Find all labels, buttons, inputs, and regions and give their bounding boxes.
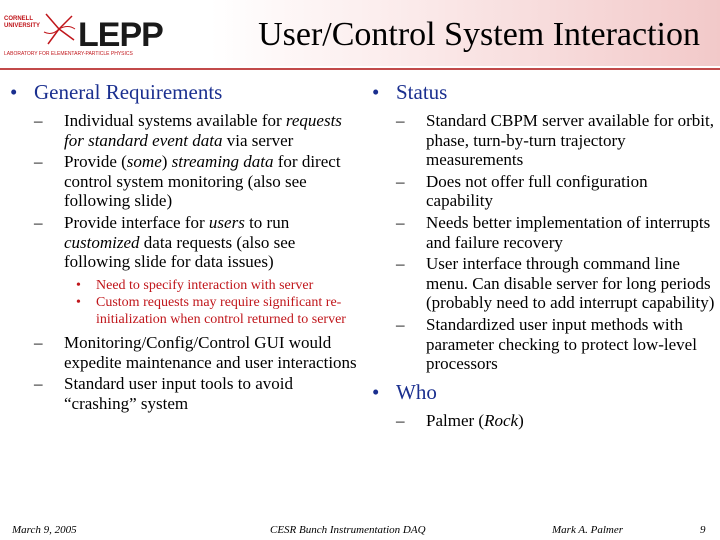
- lepp-wordmark: LEPP: [78, 16, 163, 54]
- status-item: – Standard CBPM server available for orbit, phase, turn-by-turn trajectory measurements: [396, 111, 714, 170]
- cornell-wordmark: CORNELL UNIVERSITY: [4, 16, 41, 29]
- requirement-subitem: • Custom requests may require significant re-initialization when control returned to server: [76, 295, 346, 327]
- title-rule: [0, 68, 720, 70]
- left-column: [8, 80, 360, 416]
- particle-tracks-icon: [42, 10, 76, 48]
- slide-title: User/Control System Interaction: [258, 16, 700, 53]
- requirement-subitem: • Need to specify interaction with server: [76, 277, 314, 293]
- slide-footer: [0, 524, 720, 540]
- right-column: [370, 80, 716, 432]
- footer-page-number: 9: [700, 524, 706, 536]
- requirement-item: – Monitoring/Config/Control GUI would expedite maintenance and user interactions: [34, 333, 357, 372]
- who-heading: • Who: [372, 379, 437, 404]
- status-heading: • Status: [372, 80, 448, 104]
- footer-center-text: CESR Bunch Instrumentation DAQ: [270, 524, 426, 536]
- who-item: – Palmer (Rock): [396, 410, 524, 430]
- footer-date: March 9, 2005: [12, 524, 77, 536]
- general-requirements-heading: • General Requirements: [10, 80, 223, 104]
- requirement-item: – Provide (some) streaming data for direct control system monitoring (also see following slide): [34, 152, 341, 211]
- status-item: – Standardized user input methods with parameter checking to protect low-level processors: [396, 314, 697, 374]
- requirement-item: – Individual systems available for requests for standard event data via server: [34, 111, 342, 150]
- requirement-item: – Standard user input tools to avoid “crashing” system: [34, 374, 294, 414]
- status-item: – Needs better implementation of interrupts and failure recovery: [396, 212, 711, 252]
- footer-author: Mark A. Palmer: [552, 524, 623, 536]
- lepp-logo: [4, 6, 204, 64]
- status-item: – Does not offer full configuration capability: [396, 171, 648, 211]
- status-item: – User interface through command line menu. Can disable server for long periods (probably need to add interrupt capability): [396, 254, 715, 313]
- requirement-item: – Provide interface for users to run customized data requests (also see following slide for data issues): [34, 212, 296, 272]
- lab-subtitle: LABORATORY FOR ELEMENTARY-PARTICLE PHYSICS: [4, 51, 133, 57]
